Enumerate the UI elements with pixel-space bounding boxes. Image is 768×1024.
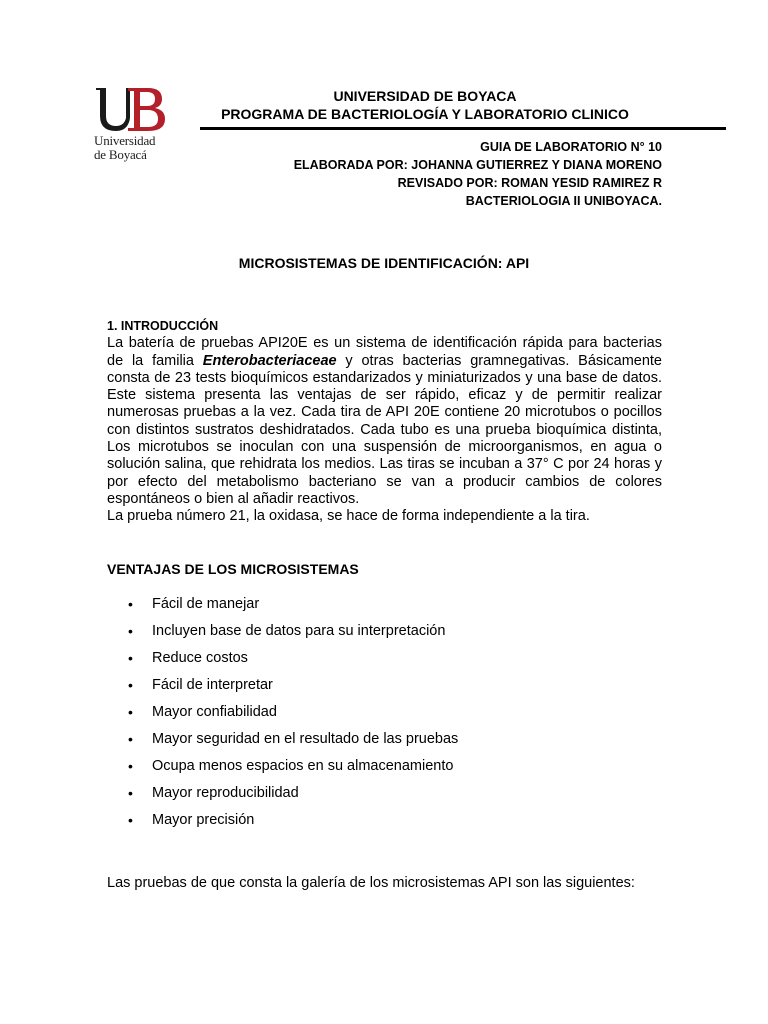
list-item-text: Mayor seguridad en el resultado de las pruebas	[152, 731, 459, 747]
advantages-heading: VENTAJAS DE LOS MICROSISTEMAS	[107, 561, 359, 577]
list-item	[107, 729, 458, 756]
list-item-text: Incluyen base de datos para su interpretación	[152, 623, 446, 639]
list-item-text: Reduce costos	[152, 650, 248, 666]
list-item	[107, 783, 458, 810]
list-item-text: Mayor reproducibilidad	[152, 785, 299, 801]
list-item-text: Ocupa menos espacios en su almacenamiento	[152, 758, 454, 774]
guide-number: GUIA DE LABORATORIO N° 10	[480, 140, 662, 154]
ub-logo-mark	[92, 86, 172, 132]
list-item-text: Mayor confiabilidad	[152, 704, 277, 720]
logo-line-1: Universidad	[94, 133, 156, 148]
logo-letter-b	[128, 88, 165, 131]
list-item	[107, 756, 458, 783]
list-item	[107, 621, 458, 648]
list-item-text: Fácil de interpretar	[152, 677, 273, 693]
family-name-emphasis: Enterobacteriaceae	[202, 352, 337, 369]
oxidase-paragraph: La prueba número 21, la oxidasa, se hace de forma independiente a la tira.	[107, 508, 590, 525]
bullet-icon: •	[128, 812, 133, 828]
university-logo	[92, 86, 172, 166]
list-item	[107, 675, 458, 702]
document-title: MICROSISTEMAS DE IDENTIFICACIÓN: API	[238, 255, 530, 271]
intro-text-start: La batería de pruebas API20E es un sistema de identificación rápida para bacterias de la familia	[107, 335, 662, 369]
university-title: UNIVERSIDAD DE BOYACA	[333, 88, 517, 104]
course-line: BACTERIOLOGIA II UNIBOYACA.	[465, 194, 662, 208]
intro-text-rest: y otras bacterias gramnegativas. Básicamente consta de 23 tests bioquímicos estandarizados y miniaturizados y una base de datos. Este sistema presenta las ventajas de ser rápido, eficaz y de permitir realizar numerosas pruebas a la vez. Cada tira de API 20E contiene 20 microtubos o pocillos con distintos sustratos deshidratados. Cada tubo es una prueba bioquímica distinta, Los microtubos se inoculan con una suspensión de microorganismos, en agua o solución salina, que rehidrata los medios. Las tiras se incuban a 37° C por 24 horas y por efecto del metabolismo bacteriano se van a producir cambios de colores espontáneos o bien al añadir reactivos.	[107, 352, 662, 507]
document-meta	[294, 138, 662, 210]
introduction-paragraph	[107, 335, 662, 508]
bullet-icon: •	[128, 596, 133, 612]
logo-line-2: de Boyacá	[94, 147, 147, 162]
logo-wordmark	[94, 134, 155, 162]
authors-line: ELABORADA POR: JOHANNA GUTIERREZ Y DIANA MORENO	[293, 158, 662, 172]
bullet-icon: •	[128, 623, 133, 639]
closing-sentence: Las pruebas de que consta la galería de los microsistemas API son las siguientes:	[107, 875, 635, 891]
list-item-text: Fácil de manejar	[152, 596, 260, 612]
bullet-icon: •	[128, 677, 133, 693]
program-title: PROGRAMA DE BACTERIOLOGÍA Y LABORATORIO CLINICO	[221, 106, 629, 122]
bullet-icon: •	[128, 704, 133, 720]
list-item	[107, 702, 458, 729]
list-item	[107, 594, 458, 621]
reviewer-line: REVISADO POR: ROMAN YESID RAMIREZ R	[397, 176, 662, 190]
advantages-list	[107, 594, 458, 837]
bullet-icon: •	[128, 785, 133, 801]
introduction-section	[107, 318, 662, 526]
list-item	[107, 648, 458, 675]
introduction-heading: 1. INTRODUCCIÓN	[107, 319, 219, 333]
list-item-text: Mayor precisión	[152, 812, 255, 828]
bullet-icon: •	[128, 758, 133, 774]
bullet-icon: •	[128, 650, 133, 666]
logo-letter-u	[96, 88, 130, 131]
list-item	[107, 810, 458, 837]
header-divider	[200, 127, 726, 130]
bullet-icon: •	[128, 731, 133, 747]
